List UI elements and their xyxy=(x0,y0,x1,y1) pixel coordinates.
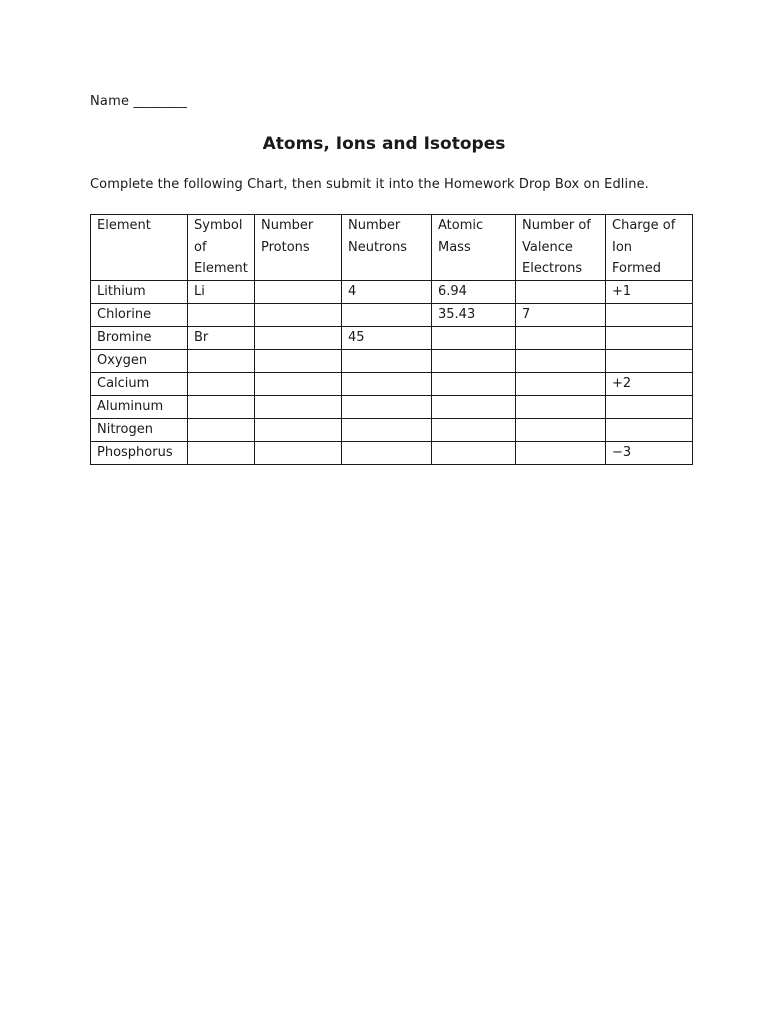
table-cell xyxy=(342,303,432,326)
table-cell xyxy=(606,303,693,326)
table-cell: Li xyxy=(188,280,255,303)
table-cell: 35.43 xyxy=(432,303,516,326)
column-header-protons: Number Protons xyxy=(255,215,342,281)
table-cell: 6.94 xyxy=(432,280,516,303)
table-row xyxy=(91,395,693,418)
table-cell xyxy=(516,395,606,418)
table-cell xyxy=(342,418,432,441)
table-cell xyxy=(516,280,606,303)
table-cell: Chlorine xyxy=(91,303,188,326)
column-header-element: Element xyxy=(91,215,188,281)
table-cell xyxy=(188,349,255,372)
table-cell: Oxygen xyxy=(91,349,188,372)
table-cell: 7 xyxy=(516,303,606,326)
table-cell xyxy=(188,303,255,326)
table-row xyxy=(91,349,693,372)
table-cell xyxy=(255,372,342,395)
table-row xyxy=(91,303,693,326)
name-line: Name ________ xyxy=(90,94,188,109)
table-cell xyxy=(432,349,516,372)
table-cell xyxy=(516,349,606,372)
table-cell xyxy=(432,441,516,464)
table-cell xyxy=(255,349,342,372)
table-cell xyxy=(516,441,606,464)
table-cell xyxy=(255,280,342,303)
table-cell xyxy=(188,372,255,395)
column-header-atomic-mass: Atomic Mass xyxy=(432,215,516,281)
table-cell: Br xyxy=(188,326,255,349)
table-cell: +1 xyxy=(606,280,693,303)
table-cell: 45 xyxy=(342,326,432,349)
table-cell: −3 xyxy=(606,441,693,464)
table-header-row xyxy=(91,215,693,281)
table-cell: 4 xyxy=(342,280,432,303)
table-cell: Aluminum xyxy=(91,395,188,418)
table-cell xyxy=(188,395,255,418)
table-cell xyxy=(606,326,693,349)
table-cell xyxy=(606,418,693,441)
column-header-neutrons: Number Neutrons xyxy=(342,215,432,281)
column-header-ion-charge: Charge of Ion Formed xyxy=(606,215,693,281)
table-cell xyxy=(342,441,432,464)
table-cell xyxy=(516,418,606,441)
table-cell xyxy=(432,326,516,349)
table-cell: Calcium xyxy=(91,372,188,395)
instructions-text: Complete the following Chart, then submit it into the Homework Drop Box on Edline. xyxy=(90,177,649,192)
table-cell xyxy=(606,395,693,418)
table-cell xyxy=(516,372,606,395)
column-header-symbol: Symbol of Element xyxy=(188,215,255,281)
table-row xyxy=(91,326,693,349)
table-row xyxy=(91,441,693,464)
table-cell xyxy=(255,441,342,464)
table-cell xyxy=(432,395,516,418)
table-cell: Nitrogen xyxy=(91,418,188,441)
table-cell xyxy=(342,349,432,372)
table-cell xyxy=(255,303,342,326)
table-cell xyxy=(432,372,516,395)
table-cell xyxy=(255,395,342,418)
table-cell: Phosphorus xyxy=(91,441,188,464)
table-cell xyxy=(342,395,432,418)
page-title: Atoms, Ions and Isotopes xyxy=(262,134,506,154)
table-row xyxy=(91,372,693,395)
table-cell xyxy=(342,372,432,395)
table-cell xyxy=(255,326,342,349)
table-cell: Bromine xyxy=(91,326,188,349)
table-cell xyxy=(432,418,516,441)
element-chart-table xyxy=(90,214,693,465)
table-cell: Lithium xyxy=(91,280,188,303)
table-cell xyxy=(255,418,342,441)
table-cell xyxy=(188,418,255,441)
table-cell xyxy=(516,326,606,349)
table-cell xyxy=(188,441,255,464)
table-cell xyxy=(606,349,693,372)
table-row xyxy=(91,418,693,441)
column-header-valence-electrons: Number of Valence Electrons xyxy=(516,215,606,281)
table-row xyxy=(91,280,693,303)
table-cell: +2 xyxy=(606,372,693,395)
